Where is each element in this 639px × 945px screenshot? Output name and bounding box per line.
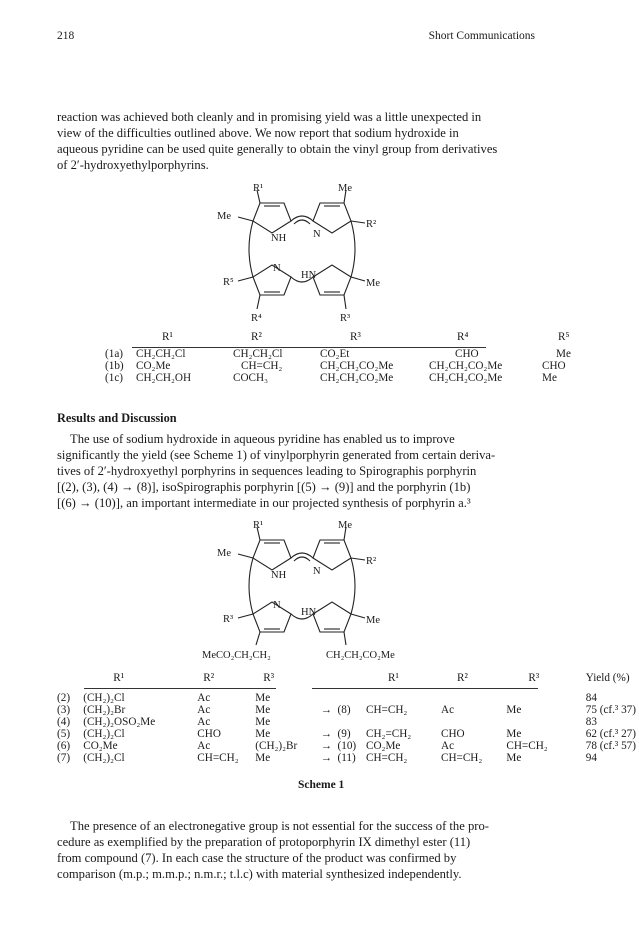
table-cell: 84 [585, 692, 597, 704]
table-cell: (1b) [105, 360, 124, 372]
substituent-r5-label: R⁵ [223, 277, 234, 288]
table-cell: 62 (cf.³ 27) [585, 728, 636, 740]
table-cell: (7) [57, 752, 71, 764]
table-cell: CO₂Me [136, 360, 171, 372]
methyl-label: Me [366, 615, 380, 626]
table-cell: CH₂=CH₂ [366, 728, 412, 740]
table-header-row [57, 672, 639, 684]
table-cell: (6) [57, 740, 71, 752]
n-label: N [313, 566, 321, 577]
table-header: R² [456, 672, 468, 684]
nh-label: NH [271, 570, 287, 581]
table-cell: 83 [585, 716, 597, 728]
table-cell: CH₂CH₂OH [136, 372, 192, 384]
table-cell: Me [255, 716, 271, 728]
table-cell: CHO [455, 348, 479, 360]
table-cell [506, 716, 573, 728]
table-row [57, 752, 639, 764]
table-cell: (1c) [105, 372, 124, 384]
table-cell: Me [255, 752, 271, 764]
methyl-label: Me [338, 520, 352, 531]
table-header: R⁴ [457, 331, 469, 343]
arrow-icon: → [320, 740, 332, 752]
table-cell: (CH₂)₂Cl [83, 728, 125, 740]
table-cell: CHO [197, 728, 221, 740]
substituent-r2-label: R² [366, 219, 377, 230]
porphyrin-structure-2 [190, 520, 450, 670]
arrow-icon: → [320, 728, 332, 740]
table-cell [338, 716, 366, 728]
table-cell [366, 716, 441, 728]
table-row [105, 360, 574, 372]
hn-label: HN [301, 270, 317, 281]
table-header-row [105, 331, 574, 343]
table-cell: Ac [197, 740, 211, 752]
table-cell: Me [255, 704, 271, 716]
text-line: from compound (7). In each case the structure of the product was confirmed by [57, 851, 457, 865]
substituent-r3-label: R³ [223, 614, 234, 625]
table-cell [506, 692, 573, 704]
table-cell: 78 (cf.³ 57) [585, 740, 636, 752]
text-line: The use of sodium hydroxide in aqueous pyridine has enabled us to improve [70, 432, 455, 446]
table-cell: (10) [337, 740, 357, 752]
table-cell: (2) [57, 692, 71, 704]
hn-label: HN [301, 607, 317, 618]
table-cell: Me [506, 752, 522, 764]
n-label: N [313, 229, 321, 240]
intro-paragraph [57, 109, 537, 173]
table-cell: Ac [197, 716, 211, 728]
substituent-r1-label: R¹ [253, 183, 264, 194]
table-cell: CH₂CH₂CO₂Me [429, 360, 503, 372]
table-row [57, 728, 639, 740]
ester-side-chain-label: MeCO₂CH₂CH₂ [202, 650, 271, 661]
table-cell: CH=CH₂ [366, 752, 408, 764]
page-number: 218 [57, 30, 75, 42]
methyl-label: Me [366, 278, 380, 289]
table-cell: CO₂Me [83, 740, 118, 752]
scheme-caption: Scheme 1 [298, 779, 345, 791]
table-cell: COCH₃ [233, 372, 268, 384]
table-row [57, 692, 639, 704]
table-cell: (CH₂)₂Cl [83, 692, 125, 704]
text-line: cedure as exemplified by the preparation of protoporphyrin IX dimethyl ester (11) [57, 835, 471, 849]
text-line: significantly the yield (see Scheme 1) of vinylporphyrin generated from certain deriva- [57, 448, 496, 462]
table-cell [321, 692, 338, 704]
table-cell: CHO [542, 360, 566, 372]
section-heading: Results and Discussion [57, 411, 177, 425]
table-cell: Ac [440, 740, 455, 752]
table-header: R³ [263, 672, 275, 684]
arrow-icon: → [320, 752, 332, 764]
table-cell [105, 331, 136, 343]
table-cell: Ac [440, 704, 455, 716]
text-line: aqueous pyridine can be used quite generally to obtain the vinyl group from derivatives [57, 142, 498, 156]
table-cell: CH=CH₂ [241, 360, 283, 372]
substituent-r1-label: R¹ [253, 520, 264, 531]
methyl-label: Me [338, 183, 352, 194]
table-cell: Me [556, 348, 571, 360]
table-cell: CH=CH₂ [506, 740, 548, 752]
substituent-r4-label: R⁴ [251, 313, 262, 324]
table-cell: CH₂CH₂CO₂Me [429, 372, 503, 384]
table-cell: CO₂Et [320, 348, 350, 360]
table-cell [321, 716, 338, 728]
running-header: Short Communications [428, 30, 535, 42]
text-line: [(6) → (10)], an important intermediate in our projected synthesis of porphyrin a.³ [57, 496, 471, 510]
table-cell: Ac [197, 692, 211, 704]
text-line: tives of 2′-hydroxyethyl porphyrins in sequences leading to Spirographis porphyrin [57, 464, 477, 478]
methyl-label: Me [217, 548, 231, 559]
table-cell [321, 672, 338, 684]
table-cell [57, 672, 83, 684]
table-cell: Me [255, 728, 271, 740]
nh-label: NH [271, 233, 287, 244]
table-cell: 94 [585, 752, 597, 764]
table-cell: (CH₂)₂Br [255, 740, 298, 752]
ester-side-chain-label: CH₂CH₂CO₂Me [326, 650, 395, 661]
table-cell: (CH₂)₂OSO₂Me [83, 716, 156, 728]
table-cell [338, 692, 366, 704]
n-label: N [273, 600, 281, 611]
table-cell: (11) [337, 752, 356, 764]
table-cell: CH₂CH₂CO₂Me [320, 360, 394, 372]
substituent-r3-label: R³ [340, 313, 351, 324]
table-cell: Ac [197, 704, 211, 716]
text-line: The presence of an electronegative group is not essential for the success of the pro- [70, 819, 489, 833]
table-cell: (5) [57, 728, 71, 740]
text-line: comparison (m.p.; m.m.p.; n.m.r.; t.l.c) with material synthesized independently. [57, 867, 462, 881]
table-header: R³ [350, 331, 361, 343]
table-cell [441, 692, 506, 704]
table-cell: Me [506, 704, 522, 716]
table-row [57, 740, 639, 752]
results-paragraph [57, 431, 537, 511]
table-cell [441, 716, 506, 728]
substituent-r2-label: R² [366, 556, 377, 567]
n-label: N [273, 263, 281, 274]
table-cell: Me [506, 728, 522, 740]
table-cell: (CH₂)₂Br [83, 704, 126, 716]
table-row [105, 348, 574, 360]
table-cell: (1a) [105, 348, 124, 360]
table-header: R¹ [162, 331, 173, 343]
reaction-table [57, 672, 639, 764]
text-line: view of the difficulties outlined above. We now report that sodium hydroxide in [57, 126, 459, 140]
table-cell: CH₂CH₂Cl [233, 348, 283, 360]
table-header: R² [251, 331, 262, 343]
table-cell: CH=CH₂ [197, 752, 239, 764]
table-cell: Me [255, 692, 271, 704]
table-cell: CH=CH₂ [440, 752, 483, 764]
table-header: Yield (%) [585, 672, 630, 684]
table-cell [338, 672, 366, 684]
substituent-table-1 [105, 331, 574, 384]
table-cell: (3) [57, 704, 71, 716]
table-cell: CH=CH₂ [366, 704, 408, 716]
table-cell: Me [542, 372, 557, 384]
table-cell: (CH₂)₂Cl [83, 752, 125, 764]
table-row [57, 704, 639, 716]
table-header: R⁵ [558, 331, 570, 343]
closing-paragraph [57, 818, 537, 882]
table-cell: CO₂Me [366, 740, 401, 752]
text-line: of 2′-hydroxyethylporphyrins. [57, 158, 209, 172]
text-line: [(2), (3), (4) → (8)], isoSpirographis porphyrin [(5) → (9)] and the porphyrin (1b) [57, 480, 471, 494]
porphyrin-structure-1 [205, 183, 425, 323]
table-cell: CH₂CH₂CO₂Me [320, 372, 394, 384]
table-row [105, 372, 574, 384]
table-header: R² [203, 672, 215, 684]
table-cell [366, 692, 441, 704]
table-cell: CH₂CH₂Cl [136, 348, 186, 360]
text-line: reaction was achieved both cleanly and in promising yield was a little unexpected in [57, 110, 482, 124]
table-header: R³ [528, 672, 540, 684]
table-cell: 75 (cf.³ 37) [585, 704, 636, 716]
table-cell: (9) [337, 728, 351, 740]
table-header: R¹ [113, 672, 125, 684]
arrow-icon: → [320, 704, 332, 716]
methyl-label: Me [217, 211, 231, 222]
table-cell: (4) [57, 716, 71, 728]
table-cell: (8) [337, 704, 351, 716]
table-cell: CHO [440, 728, 465, 740]
table-row [57, 716, 639, 728]
table-header: R¹ [388, 672, 399, 684]
